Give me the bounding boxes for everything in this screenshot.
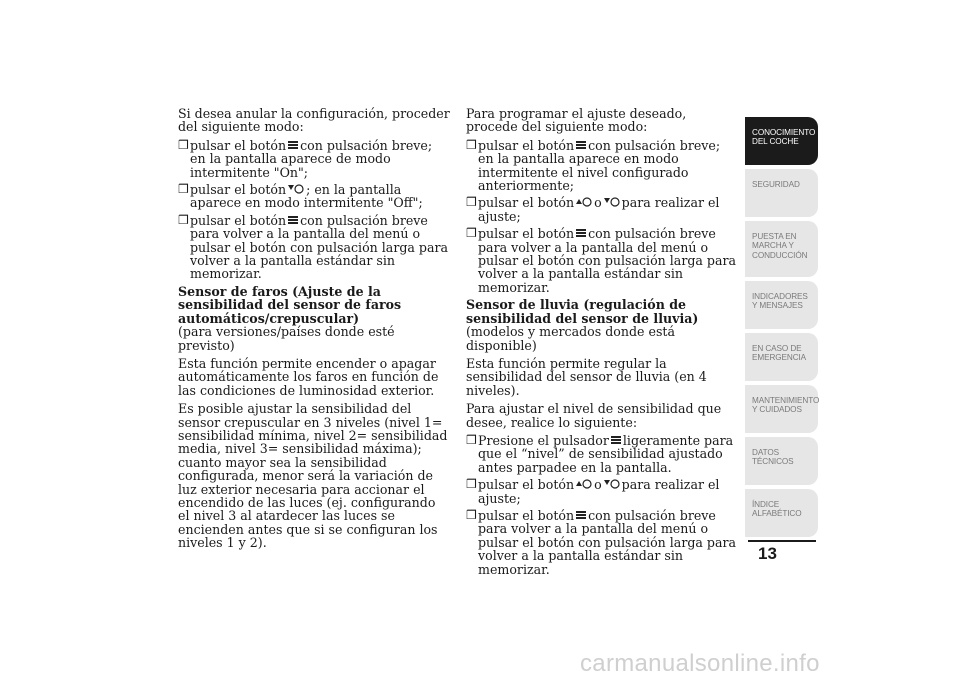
right-bullet-3: ❒ pulsar el botón con pulsación breve para volver a la pantalla del menú o pulsar el botón con pulsación larga para volver a la pantalla estándar sin memorizar. [466,226,737,295]
left-intro: Si desea anular la configuración, proceder del siguiente modo: [178,106,450,135]
right-bullet-4: ❒ Presione el pulsador ligeramente para que el “nivel” de sensibilidad ajustado antes parpadee en la pantalla. [466,432,734,475]
right-intro: Para programar el ajuste deseado, procede del siguiente modo: [466,106,687,135]
set-button-icon [576,510,586,520]
right-paragraph-2: Para ajustar el nivel de sensibilidad que desee, realice lo siguiente: [466,401,722,430]
page-number-rule [748,540,816,542]
bullet-checkbox-icon: ❒ [466,507,477,522]
right-bullet-2: ❒ pulsar el botón o para realizar el ajuste; [466,195,720,224]
set-button-icon [288,215,298,225]
bullet-checkbox-icon: ❒ [466,226,477,241]
chapter-tabs [745,117,818,541]
right-column [466,107,739,580]
left-bullet-3: ❒ pulsar el botón con pulsación breve para volver a la pantalla del menú o pulsar el botón con pulsación larga para volver a la pantalla estándar sin memorizar. [178,212,449,282]
down-arrow-button-icon [288,183,304,194]
left-column [178,107,450,555]
right-section-note: (modelos y mercados donde está disponible) [466,324,675,353]
tab-puesta-en-marcha[interactable]: PUESTA EN MARCHA Y CONDUCCIÓN [745,221,818,277]
left-paragraph-2: Es posible ajustar la sensibilidad del sensor crepuscular en 3 niveles (nivel 1= sensibilidad mínima, nivel 2= sensibilidad media, nivel 3= sensibilidad máxima); cuanto mayor sea la sensibilidad configurada, menor será la variación de luz exterior necesaria para accionar el encendido de las luces (ej. configurando el nivel 3 al atardecer las luces se encienden antes que si se configuran los niveles 1 y 2). [178,401,448,551]
watermark: carmanualsonline.info [580,650,820,677]
up-arrow-button-icon [576,196,592,207]
left-paragraph-1: Esta función permite encender o apagar automáticamente los faros en función de las condiciones de luminosidad exterior. [178,355,439,398]
set-button-icon [288,140,298,150]
tab-indicadores-y-mensajes[interactable]: INDICADORES Y MENSAJES [745,281,818,329]
tab-en-caso-de-emergencia[interactable]: EN CASO DE EMERGENCIA [745,333,818,381]
right-section-heading-block [466,298,739,352]
tab-indice-alfabetico[interactable]: ÍNDICE ALFABÉTICO [745,489,818,537]
bullet-checkbox-icon: ❒ [466,432,477,447]
bullet-checkbox-icon: ❒ [178,212,189,227]
right-bullet-1: ❒ pulsar el botón con pulsación breve; en la pantalla aparece en modo intermitente el nivel configurado anteriormente; [466,137,721,194]
right-paragraph-1: Esta función permite regular la sensibilidad del sensor de lluvia (en 4 niveles). [466,355,707,398]
tab-seguridad[interactable]: SEGURIDAD [745,169,818,217]
left-bullet-1: ❒ pulsar el botón con pulsación breve; en la pantalla aparece de modo intermitente "On"; [178,137,433,180]
set-button-icon [576,140,586,150]
tab-mantenimiento-y-cuidados[interactable]: MANTENIMIENTO Y CUIDADOS [745,385,818,433]
bullet-checkbox-icon: ❒ [466,137,477,152]
down-arrow-button-icon [604,196,620,207]
left-section-heading: Sensor de faros (Ajuste de la sensibilidad del sensor de faros automáticos/crepuscular) [178,283,402,326]
right-section-heading: Sensor de lluvia (regulación de sensibilidad del sensor de lluvia) [466,297,699,326]
set-button-icon [611,435,621,445]
left-bullet-2: ❒ pulsar el botón ; en la pantalla aparece en modo intermitente "Off"; [178,182,423,211]
left-section-heading-block [178,285,450,352]
right-bullet-5: ❒ pulsar el botón o para realizar el ajuste; [466,477,720,506]
set-button-icon [576,228,586,238]
bullet-checkbox-icon: ❒ [466,195,477,210]
tab-datos-tecnicos[interactable]: DATOS TÉCNICOS [745,437,818,485]
bullet-checkbox-icon: ❒ [178,137,189,152]
down-arrow-button-icon [604,478,620,489]
up-arrow-button-icon [576,478,592,489]
bullet-checkbox-icon: ❒ [178,182,189,197]
bullet-checkbox-icon: ❒ [466,477,477,492]
tab-conocimiento-del-coche[interactable]: CONOCIMIENTO DEL COCHE [745,117,818,165]
left-section-note: (para versiones/países donde esté previsto) [178,324,395,353]
page-number: 13 [758,544,777,563]
right-bullet-6: ❒ pulsar el botón con pulsación breve para volver a la pantalla del menú o pulsar el botón con pulsación larga para volver a la pantalla estándar sin memorizar. [466,507,737,577]
